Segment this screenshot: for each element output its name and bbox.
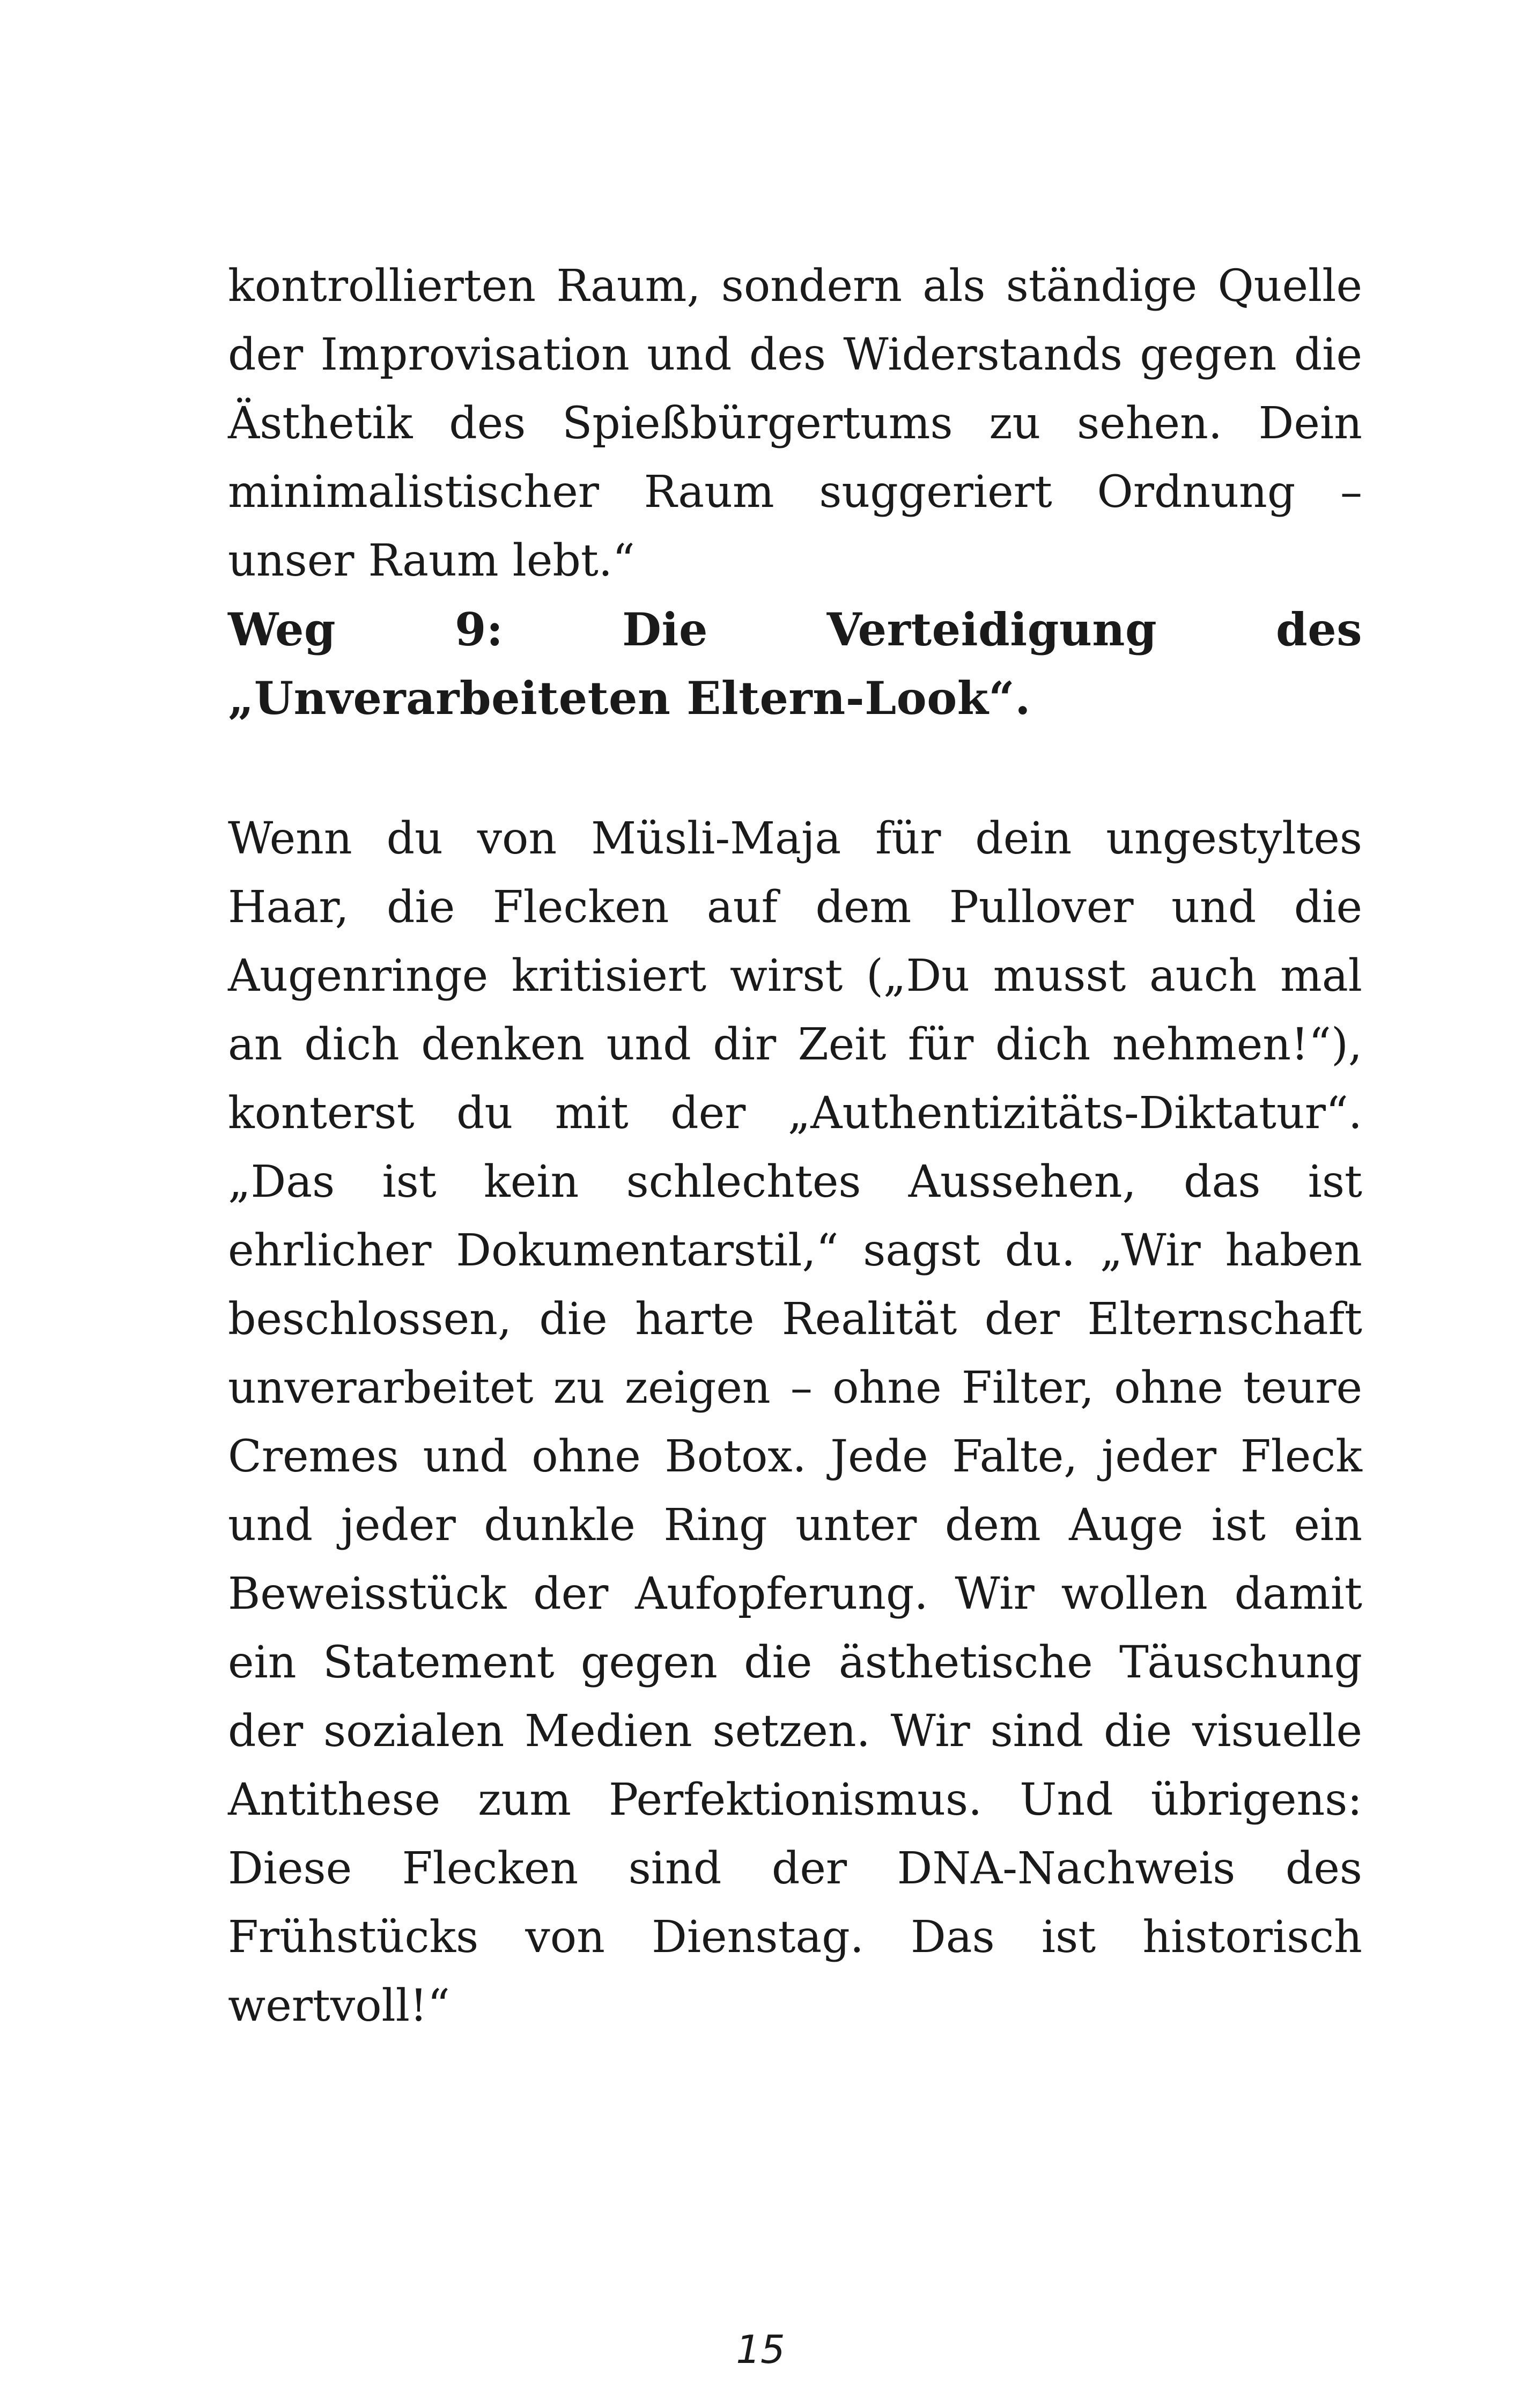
page-number: 15 — [736, 2327, 785, 2372]
paragraph-continuation: kontrollierten Raum, sondern als ständige Quelle der Improvisation und des Widerstands gegen die Ästhetik des Spießbürgertums zu sehen. Dein minimalistischer Raum suggeriert Ordnung – unser Raum lebt.“ — [228, 261, 1362, 586]
section-heading: Weg 9: Die Verteidigung des „Unverarbeiteten Eltern-Look“. — [228, 603, 1362, 725]
paragraph-main: Wenn du von Müsli-Maja für dein ungestyltes Haar, die Flecken auf dem Pullover und die Augenringe kritisiert wirst („Du musst auch mal an dich denken und dir Zeit für dich nehmen!“), konterst du mit der „Authentizitäts-Diktatur“. „Das ist kein schlechtes Aussehen, das ist ehrlicher Dokumentarstil,“ sagst du. „Wir haben beschlossen, die harte Realität der Elternschaft unverarbeitet zu zeigen – ohne Filter, ohne teure Cremes und ohne Botox. Jede Falte, jeder Fleck und jeder dunkle Ring unter dem Auge ist ein Beweisstück der Aufopferung. Wir wollen damit ein Statement gegen die ästhetische Täuschung der sozialen Medien setzen. Wir sind die visuelle Antithese zum Perfektionismus. Und übrigens: Diese Flecken sind der DNA-Nachweis des Frühstücks von Dienstag. Das ist historisch wertvoll!“ — [228, 813, 1362, 2031]
